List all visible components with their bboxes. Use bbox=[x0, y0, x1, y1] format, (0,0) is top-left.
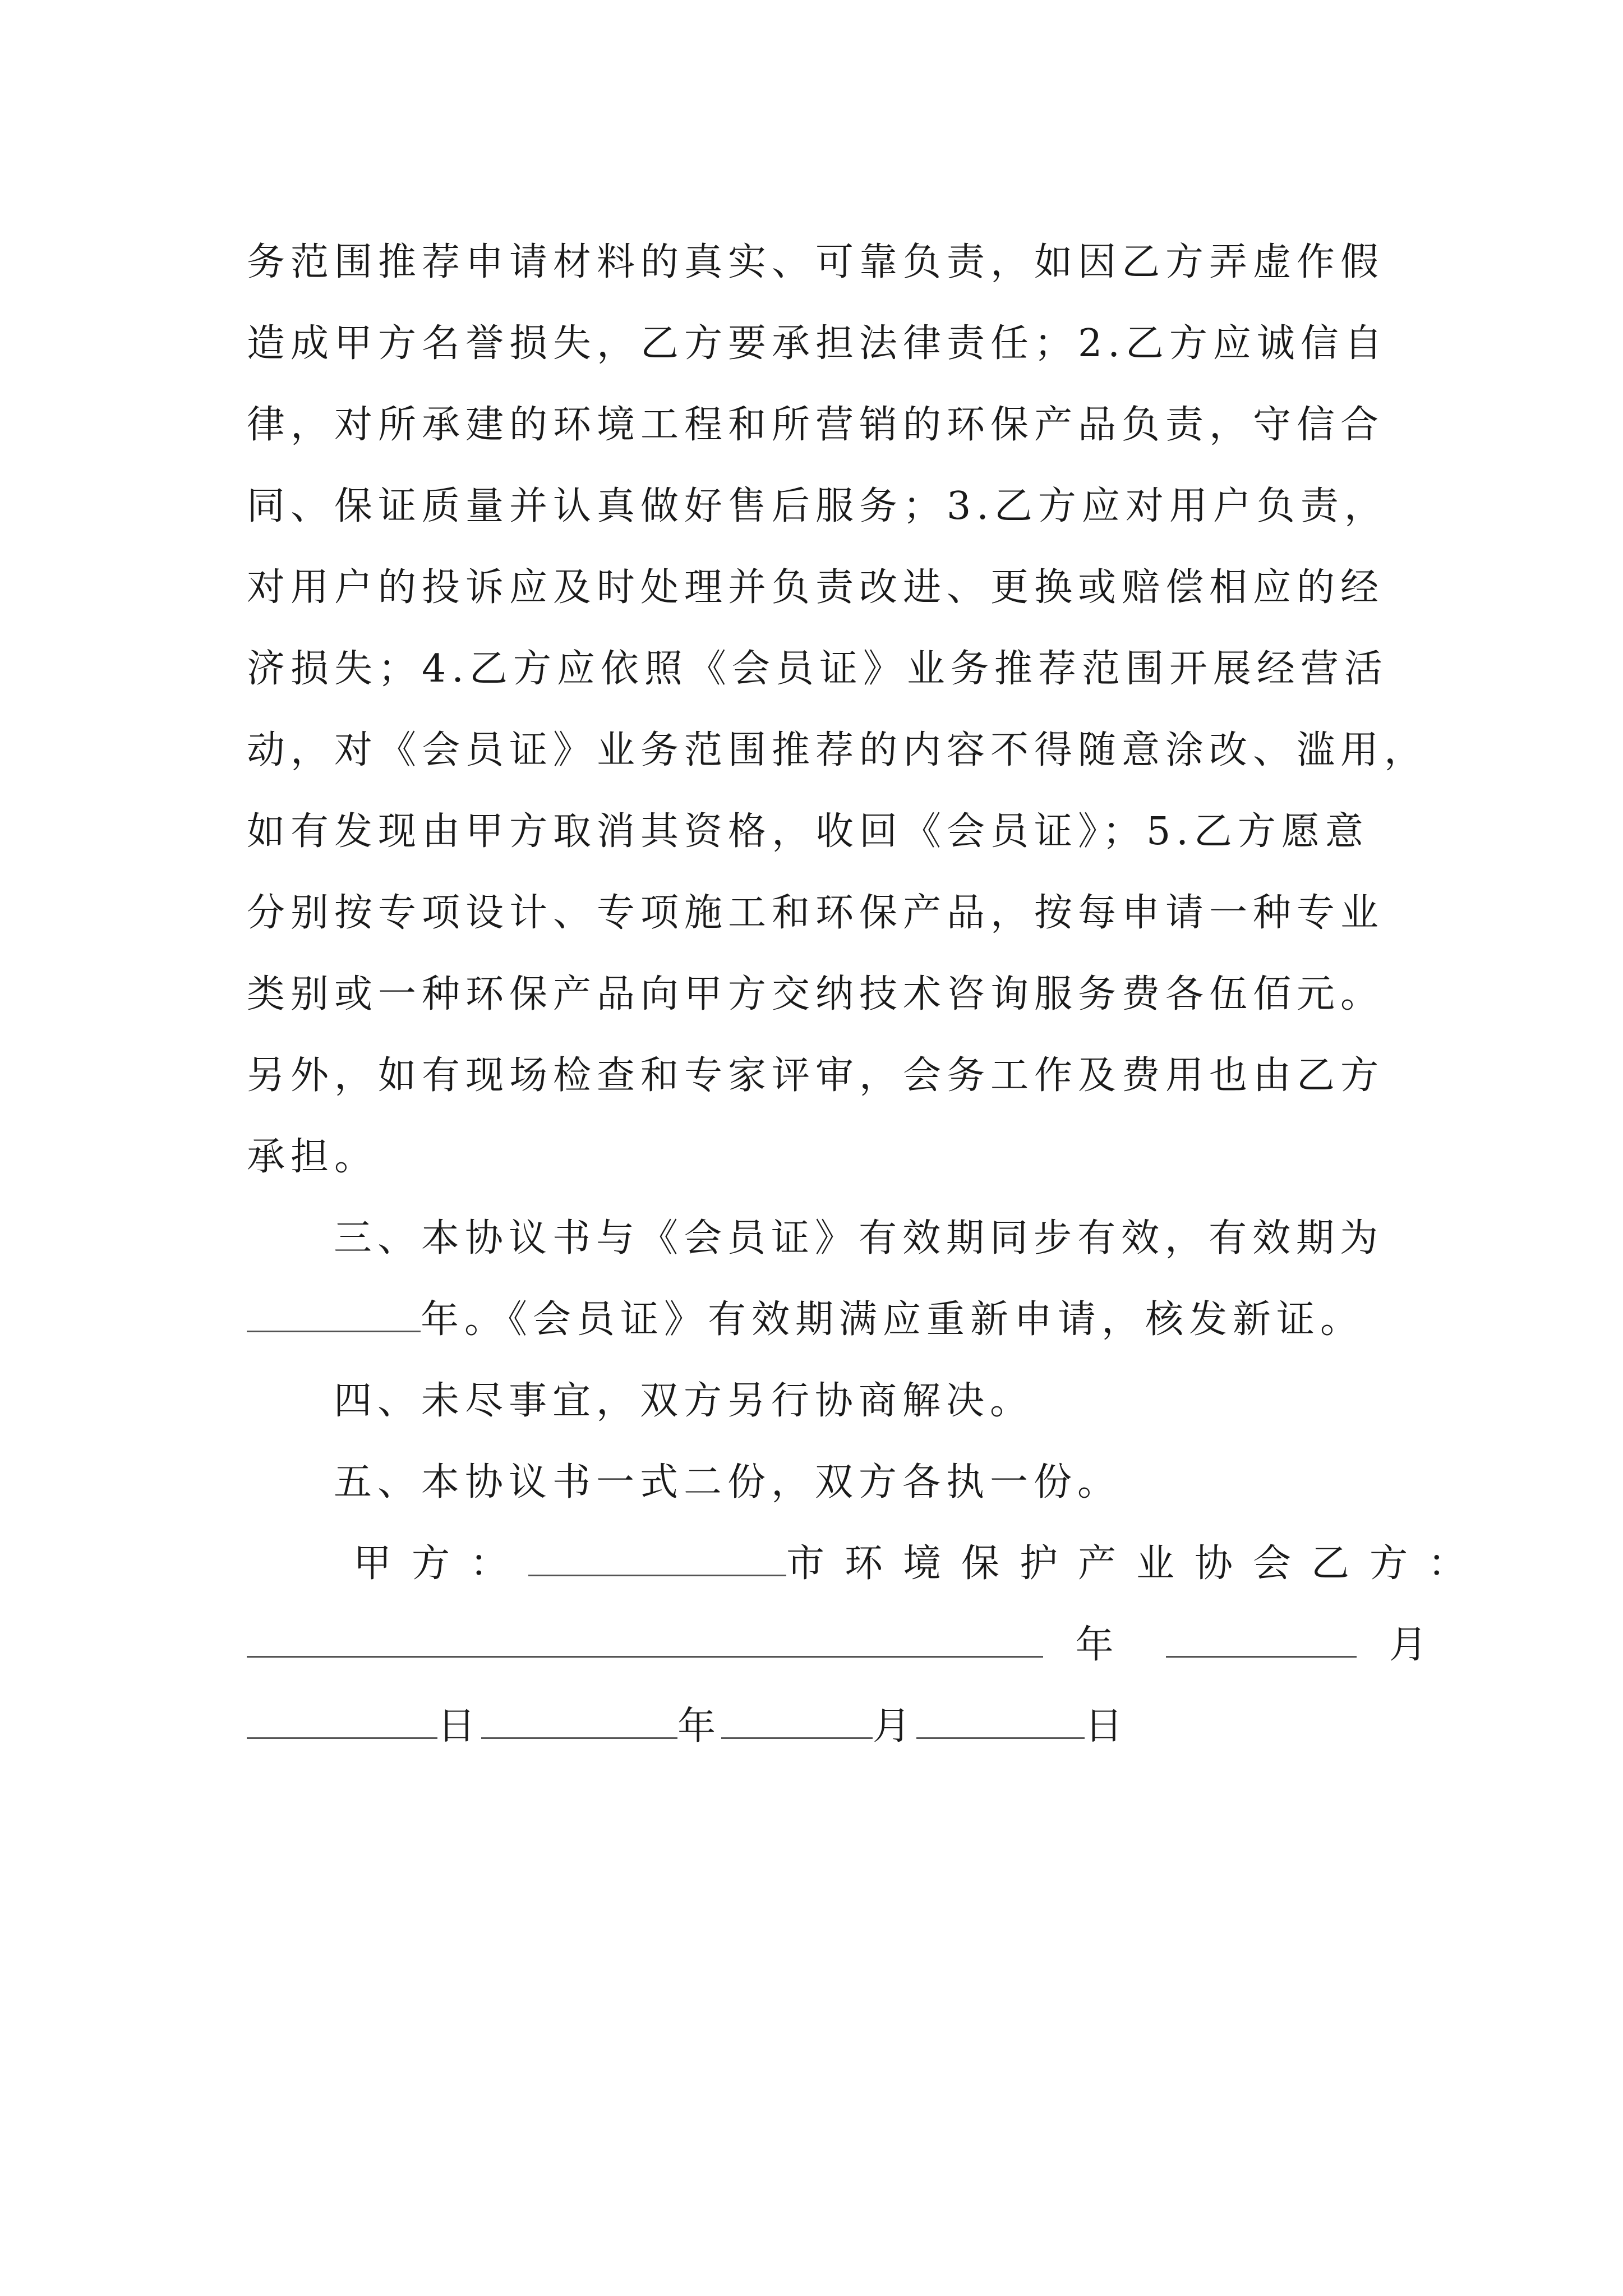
body-line: 分别按专项设计、专项施工和环保产品，按每申请一种专业 bbox=[247, 891, 1385, 935]
body-line: 承担。 bbox=[247, 1135, 379, 1179]
year-label: 年 bbox=[1075, 1623, 1134, 1667]
body-line: 对用户的投诉应及时处理并负责改进、更换或赔偿相应的经 bbox=[247, 565, 1385, 610]
body-line: 动，对《会员证》业务范围推荐的内容不得随意涂改、滥用， bbox=[247, 728, 1428, 772]
month-blank bbox=[1166, 1625, 1357, 1658]
signature-line-3 bbox=[247, 1686, 1385, 1767]
party-a-blank bbox=[528, 1543, 786, 1576]
signature-line-2 bbox=[247, 1604, 1447, 1686]
party-b-blank bbox=[247, 1625, 1043, 1658]
day-label-b: 日 bbox=[1085, 1704, 1129, 1749]
body-line: 同、保证质量并认真做好售后服务；3.乙方应对用户负责， bbox=[247, 484, 1388, 528]
clause-four: 四、未尽事宜，双方另行协商解决。 bbox=[334, 1379, 1034, 1423]
body-line: 如有发现由甲方取消其资格，收回《会员证》；5.乙方愿意 bbox=[247, 809, 1369, 854]
body-line: 造成甲方名誉损失，乙方要承担法律责任；2.乙方应诚信自 bbox=[247, 321, 1388, 366]
agreement-text bbox=[247, 222, 1487, 1767]
body-line: 另外，如有现场检查和专家评审，会务工作及费用也由乙方 bbox=[247, 1053, 1385, 1098]
clause-three-suffix: 年。《会员证》有效期满应重新申请，核发新证。 bbox=[421, 1297, 1364, 1342]
party-a-org: 市环境保护产业协会乙方： bbox=[786, 1542, 1487, 1586]
validity-years-blank bbox=[247, 1299, 421, 1332]
party-a-label: 甲方： bbox=[353, 1542, 529, 1586]
month-label: 月 bbox=[1389, 1623, 1447, 1667]
signature-line-1 bbox=[247, 1523, 1487, 1604]
month-label-b: 月 bbox=[873, 1704, 917, 1749]
clause-three-line2 bbox=[247, 1279, 1385, 1360]
body-line: 务范围推荐申请材料的真实、可靠负责，如因乙方弄虚作假 bbox=[247, 240, 1385, 284]
day-blank-b bbox=[916, 1706, 1085, 1739]
month-blank-b bbox=[721, 1706, 873, 1739]
year-label-b: 年 bbox=[677, 1704, 722, 1749]
day-label-a: 日 bbox=[437, 1704, 482, 1749]
body-line: 济损失；4.乙方应依照《会员证》业务推荐范围开展经营活 bbox=[247, 647, 1388, 691]
day-blank-a bbox=[247, 1706, 437, 1739]
year-blank-b bbox=[481, 1706, 677, 1739]
clause-three-line1: 三、本协议书与《会员证》有效期同步有效，有效期为 bbox=[334, 1216, 1384, 1260]
body-line: 律，对所承建的环境工程和所营销的环保产品负责，守信合 bbox=[247, 403, 1385, 447]
clause-five: 五、本协议书一式二份，双方各执一份。 bbox=[334, 1460, 1122, 1504]
body-line: 类别或一种环保产品向甲方交纳技术咨询服务费各伍佰元。 bbox=[247, 972, 1385, 1016]
